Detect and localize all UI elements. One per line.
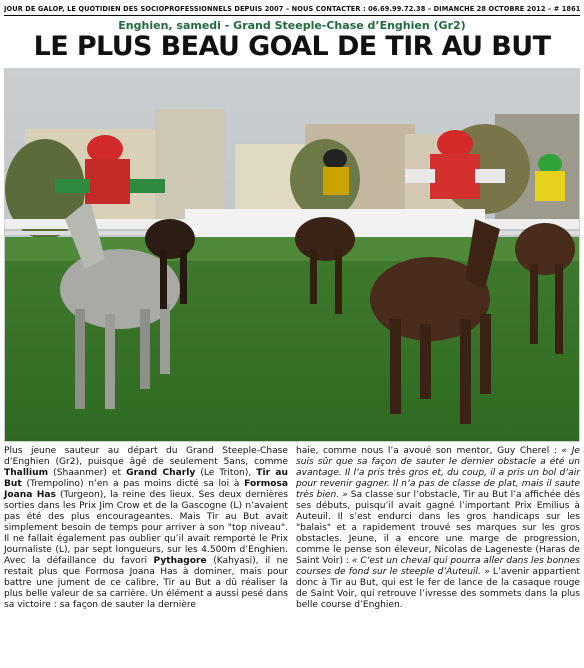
article-body: [4, 446, 580, 664]
horse-name: Thallium: [4, 468, 49, 478]
article-subtitle: Enghien, samedi - Grand Steeple-Chase d’Enghien (Gr2): [118, 19, 466, 32]
text-run: (Shaanmer) et: [48, 468, 127, 478]
horse-name: Formosa Joana Has: [4, 479, 288, 500]
text-run: (Trempolino) n’en a pas moins dicté sa loi à: [21, 479, 245, 489]
horse-name: Pythagore: [153, 556, 207, 566]
race-photo-illustration: [5, 69, 580, 442]
article-column-2: [296, 446, 580, 664]
article-column-1: [4, 446, 288, 664]
text-run: (Turgeon), la reine des lieux. Ses deux dernières sorties dans les Prix Jim Crow et de la Gascogne (L) n’avaient pas été des plus encourageantes. Mais Tir au But avait simplement besoin de temps pour arriver à son "top niveau". Il ne fallait également pas oublier qu’il avait remporté le Prix Journaliste (L), par sept longueurs, sur les 4.500m d’Enghien. Avec la défaillance du favori: [4, 490, 288, 566]
quote: « C’est un cheval qui pourra aller dans les bonnes courses de fond sur le steeple d’Auteuil. »: [296, 556, 580, 577]
text-run: Plus jeune sauteur au départ du Grand Steeple-Chase d’Enghien (Gr2), puisque âgé de seulement 5ans, comme: [4, 446, 288, 467]
horse-name: Grand Charly: [126, 468, 196, 478]
text-run: haie, comme nous l’a avoué son mentor, Guy Cherel :: [296, 446, 562, 456]
quote: « Je suis sûr que sa façon de sauter le dernier obstacle a été un avantage. Il l’a pris très gros et, du coup, il a pris un bol d’air pour revenir gagner. Il n’a pas de classe de plat, mais il saute très bien. »: [296, 446, 580, 500]
text-run: Sa classe sur l’obstacle, Tir au But l’a affichée dès ses débuts, puisqu’il avait gagné l’important Prix Emilius à Auteuil. Il s’est endurci dans les gros handicaps sur les "balais" et a rapidement trouvé ses marques sur les gros obstacles. Jeune, il a encore une marge de progression, comme le pense son éleveur, Nicolas de Lageneste (Haras de Saint Voir) :: [296, 490, 580, 566]
article-headline: LE PLUS BEAU GOAL DE TIR AU BUT: [33, 31, 551, 62]
text-run: (Kahyasi), il ne restait plus que Formosa Joana Has à dominer, mais pour battre une jument de ce calibre, Tir au But a dû réaliser la plus belle valeur de sa carrière. Un élément a aussi pesé dans sa victoire : sa façon de sauter la dernière: [4, 556, 289, 610]
text-run: L’avenir appartient donc à Tir au But, qui est le fer de lance de la casaque rouge de Saint Voir, qui retrouve l’ivresse des sommets dans la plus belle course d’Enghien.: [296, 567, 580, 610]
text-run: (Le Triton),: [195, 468, 257, 478]
horse-name: Tir au But: [4, 468, 288, 489]
horse-race-photo: [4, 68, 580, 442]
newspaper-topbar: JOUR DE GALOP, LE QUOTIDIEN DES SOCIOPROFESSIONNELS DEPUIS 2007 – NOUS CONTACTER : 06.69.99.72.38 – DIMANCHE 28 OCTOBRE 2012 – # 1861: [4, 4, 580, 16]
